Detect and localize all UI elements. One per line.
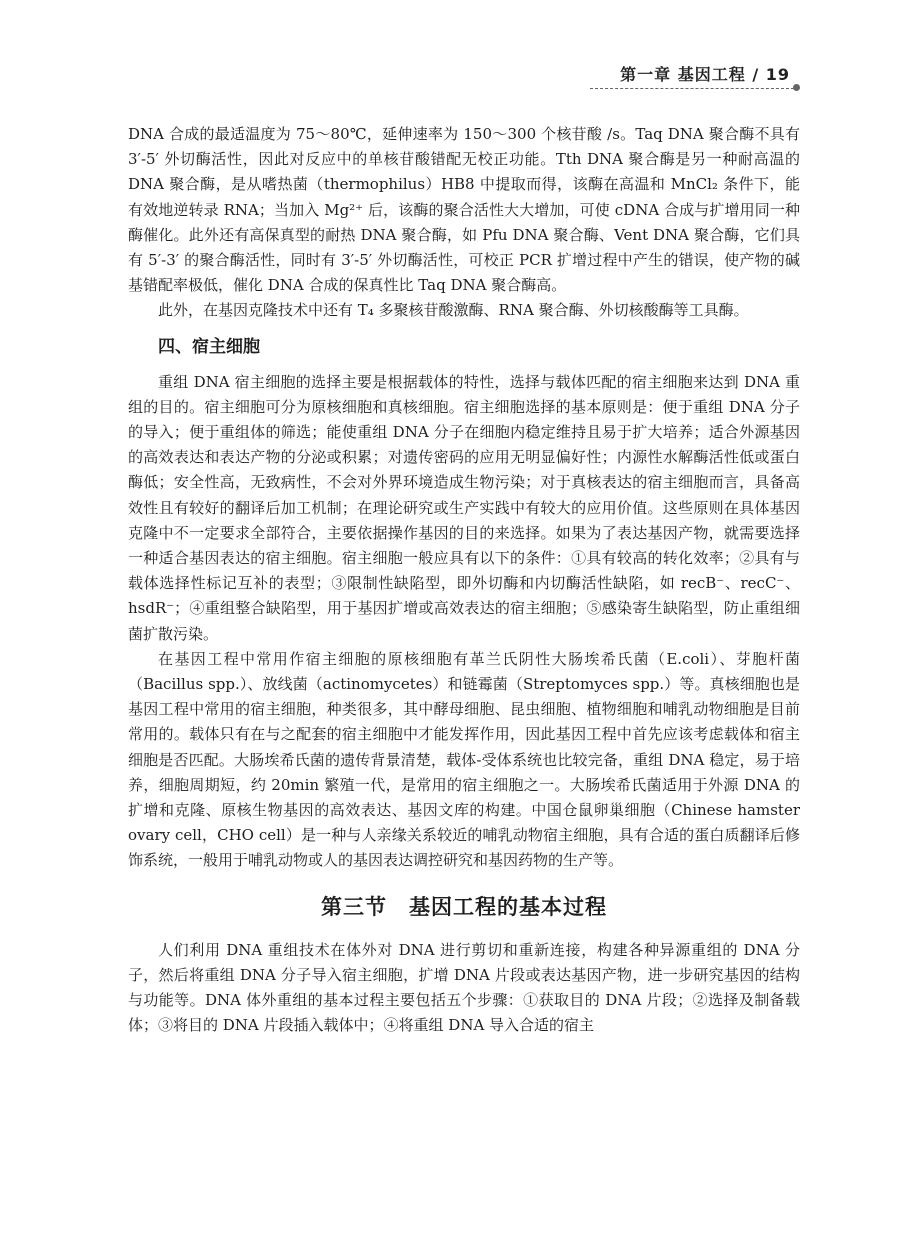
- paragraph-tool-enzymes: 此外，在基因克隆技术中还有 T₄ 多聚核苷酸激酶、RNA 聚合酶、外切核酸酶等工具酶。: [158, 301, 749, 320]
- header-dot: [793, 84, 800, 91]
- paragraph-dna-polymerase: DNA 合成的最适温度为 75～80℃，延伸速率为 150～300 个核苷酸 /s。Taq DNA 聚合酶不具有 3′-5′ 外切酶活性，因此对反应中的单核苷酸错配无校正功能。Tth DNA 聚合酶是另一种耐高温的 DNA 聚合酶，是从嗜热菌（thermophilus）HB8 中提取而得，该酶在高温和 MnCl₂ 条件下，能有效地逆转录 RNA；当加入 Mg²⁺ 后，该酶的聚合活性大大增加，可使 cDNA 合成与扩增用同一种酶催化。此外还有高保真型的耐热 DNA 聚合酶，如 Pfu DNA 聚合酶、Vent DNA 聚合酶，它们具有 5′-3′ 的聚合酶活性，同时有 3′-5′ 外切酶活性，可校正 PCR 扩增过程中产生的错误，使产物的碱基错配率极低，催化 DNA 合成的保真性比 Taq DNA 聚合酶高。: [128, 125, 800, 295]
- header-chapter-page: 第一章 基因工程 / 19: [620, 65, 790, 84]
- page-body: [128, 122, 800, 1039]
- header-dashed-rule: [590, 88, 794, 89]
- paragraph-common-hosts: 在基因工程中常用作宿主细胞的原核细胞有革兰氏阴性大肠埃希氏菌（E.coli）、芽胞杆菌（Bacillus spp.）、放线菌（actinomycetes）和链霉菌（Streptomyces spp.）等。真核细胞也是基因工程中常用的宿主细胞，种类很多，其中酵母细胞、昆虫细胞、植物细胞和哺乳动物细胞是目前常用的。载体只有在与之配套的宿主细胞中才能发挥作用，因此基因工程中首先应该考虑载体和宿主细胞是否匹配。大肠埃希氏菌的遗传背景清楚，载体-受体系统也比较完备，重组 DNA 稳定，易于培养，细胞周期短，约 20min 繁殖一代，是常用的宿主细胞之一。大肠埃希氏菌适用于外源 DNA 的扩增和克隆、原核生物基因的高效表达、基因文库的构建。中国仓鼠卵巢细胞（Chinese hamster ovary cell，CHO cell）是一种与人亲缘关系较近的哺乳动物宿主细胞，具有合适的蛋白质翻译后修饰系统，一般用于哺乳动物或人的基因表达调控研究和基因药物的生产等。: [128, 649, 800, 870]
- running-header: [590, 62, 800, 90]
- paragraph-host-selection: 重组 DNA 宿主细胞的选择主要是根据载体的特性，选择与载体匹配的宿主细胞来达到 DNA 重组的目的。宿主细胞可分为原核细胞和真核细胞。宿主细胞选择的基本原则是：便于重组 DNA 分子的导入；便于重组体的筛选；能使重组 DNA 分子在细胞内稳定维持且易于扩大培养；适合外源基因的高效表达和表达产物的分泌或积累；对遗传密码的应用无明显偏好性；内源性水解酶活性低或蛋白酶低；安全性高，无致病性，不会对外界环境造成生物污染；对于真核表达的宿主细胞而言，具备高效性且有较好的翻译后加工机制；在理论研究或生产实践中有较大的应用价值。这些原则在具体基因克隆中不一定要求全部符合，主要依据操作基因的目的来选择。如果为了表达基因产物，就需要选择一种适合基因表达的宿主细胞。宿主细胞一般应具有以下的条件：①具有较高的转化效率；②具有与载体选择性标记互补的表型；③限制性缺陷型，即外切酶和内切酶活性缺陷，如 recB⁻、recC⁻、hsdR⁻；④重组整合缺陷型，用于基因扩增或高效表达的宿主细胞；⑤感染寄生缺陷型，防止重组细菌扩散污染。: [128, 372, 800, 643]
- section-title: 第三节 基因工程的基本过程: [321, 894, 607, 919]
- paragraph-basic-process: 人们利用 DNA 重组技术在体外对 DNA 进行剪切和重新连接，构建各种异源重组的 DNA 分子，然后将重组 DNA 分子导入宿主细胞，扩增 DNA 片段或表达基因产物，进一步研究基因的结构与功能等。DNA 体外重组的基本过程主要包括五个步骤：①获取目的 DNA 片段；②选择及制备载体；③将目的 DNA 片段插入载体中；④将重组 DNA 导入合适的宿主: [128, 940, 800, 1035]
- heading-host-cells: 四、宿主细胞: [158, 336, 260, 357]
